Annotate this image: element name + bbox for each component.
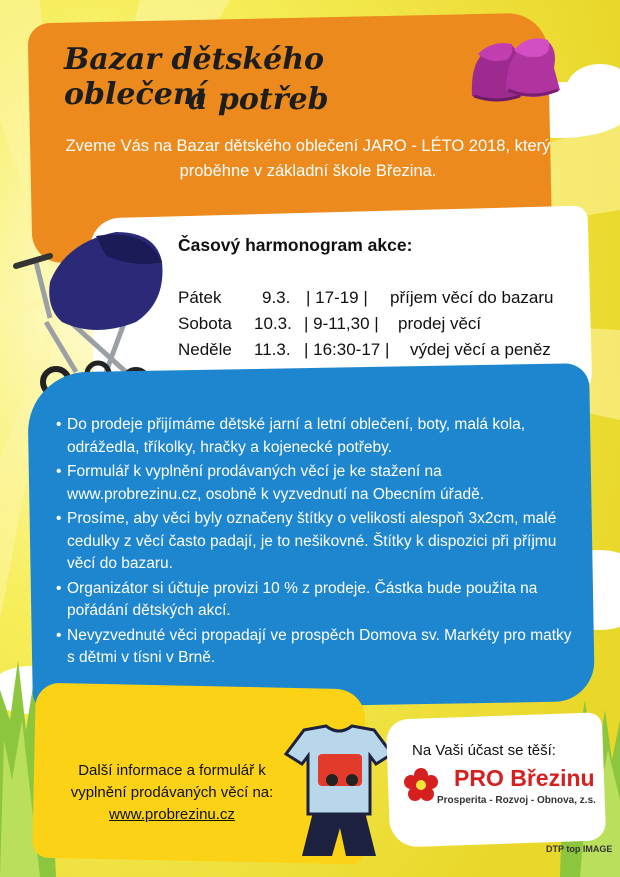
brand-name: PRO Březinu <box>454 765 595 791</box>
title-line-2: a potřeb <box>188 82 329 117</box>
schedule-date: 11.3. <box>254 340 291 359</box>
schedule-action: prodej věcí <box>398 314 482 333</box>
info-item: • Organizátor si účtuje provizi 10 % z prodeje. Částka bude použita na pořádání dětských akcí. <box>56 578 576 623</box>
footer-text: Další informace a formulář k vyplnění prodávaných věcí na: <box>70 762 274 801</box>
schedule-day: Pátek <box>178 288 222 307</box>
schedule-date: 9.3. <box>262 288 291 307</box>
schedule-heading: Časový harmonogram akce: <box>178 235 413 255</box>
info-item: • Do prodeje přijímáme dětské jarní a letní oblečení, boty, malá kola, odrážedla, tříkolky, hračky a kojenecké potřeby. <box>56 414 576 459</box>
schedule-day: Neděle <box>178 340 232 359</box>
schedule-action: příjem věcí do bazaru <box>390 288 554 307</box>
website-link[interactable]: www.probrezinu.cz <box>109 806 235 823</box>
info-item: • Formulář k vyplnění prodávaných věcí je ke stažení na www.probrezinu.cz, osobně k vyzvednutí na Obecním úřadě. <box>56 461 576 506</box>
info-item: • Nevyzvednuté věci propadají ve prospěch Domova sv. Markéty pro matky s dětmi v tísni v Brně. <box>56 625 576 670</box>
kids-clothes-image <box>284 724 394 860</box>
slippers-image <box>462 26 564 110</box>
info-list <box>56 414 576 672</box>
schedule-date: 10.3. <box>254 314 292 333</box>
schedule-time: | 17-19 | <box>306 288 368 307</box>
title-line-1: Bazar dětského oblečení <box>64 42 325 112</box>
schedule-time: | 16:30-17 | <box>304 340 390 359</box>
greeting-text: Na Vaši účast se těší: <box>412 742 556 759</box>
intro-text: Zveme Vás na Bazar dětského oblečení JARO - LÉTO 2018, který proběhne v základní škole Březina. <box>65 137 551 180</box>
schedule-action: výdej věcí a peněz <box>410 340 551 359</box>
info-item: • Prosíme, aby věci byly označeny štítky o velikosti alespoň 3x2cm, malé cedulky z věcí často padají, je to nešikovné. Štítky k dispozici při příjmu věcí do bazaru. <box>56 508 576 576</box>
schedule-day: Sobota <box>178 314 232 333</box>
brand-tagline: Prosperita - Rozvoj - Obnova, z.s. <box>437 795 596 806</box>
dtp-credit: DTP top IMAGE <box>546 844 613 854</box>
schedule-time: | 9-11,30 | <box>304 314 379 333</box>
flower-logo-icon <box>404 768 438 802</box>
